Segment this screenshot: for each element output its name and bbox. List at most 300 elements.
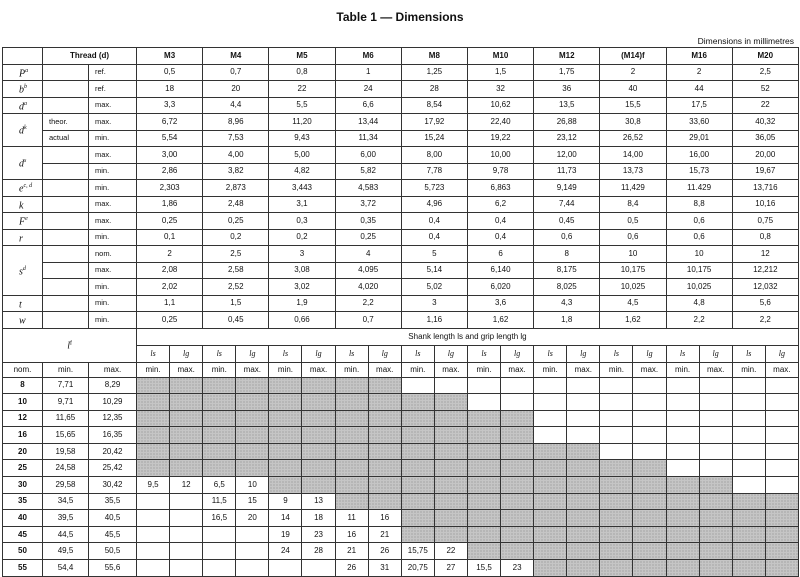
units-note: Dimensions in millimetres (697, 36, 794, 46)
dim-value: 5,02 (401, 279, 467, 296)
length-row (3, 543, 799, 560)
dim-value: 20,00 (732, 147, 798, 164)
dim-value: 3,72 (335, 196, 401, 213)
length-cell (302, 377, 335, 394)
dim-qualifier: min. (89, 279, 137, 296)
dim-value: 4,095 (335, 262, 401, 279)
dim-value: 4,82 (269, 163, 335, 180)
shank-grip-heading: Shank length ls and grip length lg (137, 328, 799, 345)
length-cell (633, 394, 666, 411)
length-cell: 11 (335, 510, 368, 527)
length-cell (567, 394, 600, 411)
length-cell (368, 427, 401, 444)
ls-label: ls (335, 345, 368, 362)
length-cell (633, 526, 666, 543)
length-cell (335, 377, 368, 394)
length-max: 35,5 (89, 493, 137, 510)
length-cell (467, 477, 500, 494)
lg-label: lg (236, 345, 269, 362)
length-cell (699, 427, 732, 444)
dim-value: 26,52 (600, 130, 666, 147)
length-cell (732, 460, 765, 477)
dim-value: 9,78 (467, 163, 533, 180)
dim-value: 8,00 (401, 147, 467, 164)
length-cell (567, 410, 600, 427)
length-cell (534, 410, 567, 427)
dim-value: 0,7 (203, 64, 269, 81)
lg-label: lg (699, 345, 732, 362)
dim-value: 1,75 (534, 64, 600, 81)
dim-value: 0,4 (467, 213, 533, 230)
length-cell (732, 443, 765, 460)
length-cell (368, 377, 401, 394)
length-cell (765, 394, 798, 411)
dim-value: 30,8 (600, 114, 666, 131)
length-cell (666, 510, 699, 527)
dim-subtype (43, 312, 89, 329)
dim-symbol: $e^{c, d}$ (3, 180, 43, 197)
ls-label: ls (666, 345, 699, 362)
dim-value: 44 (666, 81, 732, 98)
length-cell (236, 560, 269, 577)
length-cell: 11,5 (203, 493, 236, 510)
dim-row (3, 312, 799, 329)
dim-value: 0,8 (732, 229, 798, 246)
dim-value: 3,02 (269, 279, 335, 296)
length-cell (765, 526, 798, 543)
length-cell (501, 526, 534, 543)
dim-value: 5,54 (137, 130, 203, 147)
length-cell (269, 443, 302, 460)
dim-value: 10,62 (467, 97, 533, 114)
length-cell (236, 443, 269, 460)
thread-3: M6 (335, 48, 401, 65)
length-cell: 16 (368, 510, 401, 527)
length-cell (501, 443, 534, 460)
dim-value: 0,75 (732, 213, 798, 230)
dim-qualifier: ref. (89, 81, 137, 98)
dim-value: 10,025 (666, 279, 732, 296)
length-cell: 23 (302, 526, 335, 543)
length-cell (501, 410, 534, 427)
dim-value: 1,25 (401, 64, 467, 81)
dim-value: 0,25 (137, 312, 203, 329)
length-cell (302, 427, 335, 444)
dim-value: 9,149 (534, 180, 600, 197)
length-cell (467, 543, 500, 560)
dim-value: 3 (401, 295, 467, 312)
length-cell (534, 477, 567, 494)
length-cell (633, 460, 666, 477)
length-cell (434, 460, 467, 477)
length-cell (335, 394, 368, 411)
length-cell (699, 477, 732, 494)
dim-value: 5,6 (732, 295, 798, 312)
length-cell (666, 477, 699, 494)
length-cell (203, 394, 236, 411)
length-cell (534, 443, 567, 460)
length-cell (170, 560, 203, 577)
nom-label: nom. (3, 362, 43, 377)
length-cell (434, 410, 467, 427)
dim-value: 20 (203, 81, 269, 98)
length-nom: 16 (3, 427, 43, 444)
length-cell (732, 377, 765, 394)
length-cell (401, 410, 434, 427)
length-cell: 10 (236, 477, 269, 494)
dim-qualifier: max. (89, 97, 137, 114)
length-cell (170, 460, 203, 477)
length-cell (534, 526, 567, 543)
length-cell: 22 (434, 543, 467, 560)
length-cell (501, 460, 534, 477)
length-nom: 20 (3, 443, 43, 460)
length-cell (501, 394, 534, 411)
length-cell (137, 560, 170, 577)
length-cell (732, 543, 765, 560)
thread-header-row (3, 48, 799, 65)
length-cell (534, 510, 567, 527)
length-cell (666, 493, 699, 510)
dim-value: 40,32 (732, 114, 798, 131)
length-cell (236, 410, 269, 427)
dim-value: 2,2 (732, 312, 798, 329)
length-cell (633, 477, 666, 494)
dim-value: 10,025 (600, 279, 666, 296)
thread-0: M3 (137, 48, 203, 65)
length-cell (203, 443, 236, 460)
dim-value: 6,863 (467, 180, 533, 197)
length-cell (203, 460, 236, 477)
length-min: 54,4 (43, 560, 89, 577)
dim-value: 12,00 (534, 147, 600, 164)
lg-label: lg (501, 345, 534, 362)
dim-qualifier: min. (89, 312, 137, 329)
length-cell (699, 510, 732, 527)
length-cell: 9,5 (137, 477, 170, 494)
length-cell: 21 (335, 543, 368, 560)
dim-value: 24 (335, 81, 401, 98)
dim-value: 1,5 (467, 64, 533, 81)
dim-row (3, 180, 799, 197)
dim-value: 5,5 (269, 97, 335, 114)
length-cell (633, 427, 666, 444)
length-cell (732, 526, 765, 543)
length-cell (170, 526, 203, 543)
length-cell (534, 543, 567, 560)
dim-value: 6,6 (335, 97, 401, 114)
length-cell (170, 377, 203, 394)
length-cell: 28 (302, 543, 335, 560)
length-cell (269, 394, 302, 411)
dim-value: 23,12 (534, 130, 600, 147)
length-min: 29,58 (43, 477, 89, 494)
length-cell (633, 377, 666, 394)
length-cell (732, 394, 765, 411)
col-min-label: min. (467, 362, 500, 377)
dim-value: 14,00 (600, 147, 666, 164)
length-cell (600, 477, 633, 494)
lg-label: lg (434, 345, 467, 362)
length-cell (236, 526, 269, 543)
dim-value: 0,45 (203, 312, 269, 329)
dim-value: 0,5 (137, 64, 203, 81)
length-min: 34,5 (43, 493, 89, 510)
dim-value: 8,8 (666, 196, 732, 213)
length-cell (335, 493, 368, 510)
thread-label: Thread (d) (43, 48, 137, 65)
length-cell (203, 560, 236, 577)
length-cell: 20 (236, 510, 269, 527)
dim-subtype (43, 196, 89, 213)
length-cell: 16 (335, 526, 368, 543)
dim-qualifier: min. (89, 130, 137, 147)
dim-symbol: k (3, 196, 43, 213)
length-heading-row (3, 328, 799, 345)
length-cell (765, 543, 798, 560)
table-title: Table 1 — Dimensions (336, 10, 464, 24)
length-min: 39,5 (43, 510, 89, 527)
length-cell (732, 427, 765, 444)
length-max: 16,35 (89, 427, 137, 444)
dim-value: 12,032 (732, 279, 798, 296)
dim-row (3, 114, 799, 131)
dim-subtype (43, 147, 89, 164)
dim-row (3, 163, 799, 180)
dim-value: 19,22 (467, 130, 533, 147)
length-cell: 12 (170, 477, 203, 494)
dim-value: 2,873 (203, 180, 269, 197)
length-row (3, 493, 799, 510)
length-nom: 45 (3, 526, 43, 543)
length-cell (434, 510, 467, 527)
length-cell (765, 493, 798, 510)
length-cell (467, 410, 500, 427)
dim-subtype (43, 213, 89, 230)
col-max-label: max. (699, 362, 732, 377)
length-cell: 26 (335, 560, 368, 577)
dim-value: 10,16 (732, 196, 798, 213)
dim-qualifier: ref. (89, 64, 137, 81)
length-cell (666, 443, 699, 460)
length-cell: 21 (368, 526, 401, 543)
length-cell (137, 510, 170, 527)
dim-value: 36,05 (732, 130, 798, 147)
max-label: max. (89, 362, 137, 377)
dim-value: 33,60 (666, 114, 732, 131)
dim-value: 0,25 (203, 213, 269, 230)
dim-value: 17,92 (401, 114, 467, 131)
col-min-label: min. (335, 362, 368, 377)
dim-value: 1,5 (203, 295, 269, 312)
dim-qualifier: max. (89, 262, 137, 279)
thread-2: M5 (269, 48, 335, 65)
dim-row (3, 130, 799, 147)
lg-label: lg (765, 345, 798, 362)
length-cell (534, 427, 567, 444)
col-min-label: min. (269, 362, 302, 377)
dim-value: 2,52 (203, 279, 269, 296)
length-row (3, 443, 799, 460)
dim-value: 0,7 (335, 312, 401, 329)
dim-value: 11,20 (269, 114, 335, 131)
length-cell (302, 443, 335, 460)
length-cell (600, 543, 633, 560)
length-cell (368, 443, 401, 460)
length-cell (137, 526, 170, 543)
minmax-row (3, 362, 799, 377)
length-cell (534, 394, 567, 411)
length-cell (269, 427, 302, 444)
dim-value: 1,62 (467, 312, 533, 329)
dim-value: 0,35 (335, 213, 401, 230)
lg-label: lg (170, 345, 203, 362)
length-cell (699, 493, 732, 510)
dim-symbol: w (3, 312, 43, 329)
dim-value: 1,86 (137, 196, 203, 213)
col-max-label: max. (633, 362, 666, 377)
length-cell (600, 410, 633, 427)
dim-value: 3,00 (137, 147, 203, 164)
dim-value: 0,6 (600, 229, 666, 246)
length-cell (269, 410, 302, 427)
dim-subtype (43, 246, 89, 263)
dim-value: 2,86 (137, 163, 203, 180)
length-cell (335, 427, 368, 444)
col-min-label: min. (732, 362, 765, 377)
col-min-label: min. (534, 362, 567, 377)
length-cell (137, 394, 170, 411)
dim-value: 10 (600, 246, 666, 263)
col-min-label: min. (600, 362, 633, 377)
dim-value: 2 (600, 64, 666, 81)
col-min-label: min. (401, 362, 434, 377)
length-cell (368, 460, 401, 477)
length-cell (534, 460, 567, 477)
length-nom: 8 (3, 377, 43, 394)
length-cell (567, 460, 600, 477)
dim-value: 0,25 (137, 213, 203, 230)
length-cell (666, 410, 699, 427)
dim-qualifier: max. (89, 213, 137, 230)
length-cell (335, 477, 368, 494)
dim-value: 4,4 (203, 97, 269, 114)
dim-value: 22 (269, 81, 335, 98)
dim-symbol: $b^b$ (3, 81, 43, 98)
length-cell (137, 427, 170, 444)
length-cell (137, 443, 170, 460)
dim-subtype (43, 295, 89, 312)
length-min: 11,65 (43, 410, 89, 427)
dim-subtype (43, 229, 89, 246)
length-cell (302, 560, 335, 577)
length-cell (203, 410, 236, 427)
dim-value: 10,00 (467, 147, 533, 164)
length-max: 50,5 (89, 543, 137, 560)
dim-value: 2,02 (137, 279, 203, 296)
length-cell (269, 460, 302, 477)
length-cell (137, 377, 170, 394)
thread-4: M8 (401, 48, 467, 65)
dim-value: 6,2 (467, 196, 533, 213)
dim-subtype (43, 279, 89, 296)
dim-qualifier: max. (89, 147, 137, 164)
dim-value: 22,40 (467, 114, 533, 131)
length-cell: 23 (501, 560, 534, 577)
dim-value: 0,8 (269, 64, 335, 81)
dim-row (3, 81, 799, 98)
dim-symbol: $d^a$ (3, 97, 43, 114)
thread-6: M12 (534, 48, 600, 65)
length-row (3, 526, 799, 543)
length-cell: 15,5 (467, 560, 500, 577)
dim-symbol: $P^a$ (3, 64, 43, 81)
length-nom: 25 (3, 460, 43, 477)
length-cell (765, 460, 798, 477)
dim-value: 0,2 (269, 229, 335, 246)
dim-qualifier: min. (89, 229, 137, 246)
length-cell (203, 427, 236, 444)
length-row (3, 477, 799, 494)
ls-label: ls (732, 345, 765, 362)
length-cell (567, 443, 600, 460)
length-cell: 9 (269, 493, 302, 510)
length-cell (699, 377, 732, 394)
ls-label: ls (137, 345, 170, 362)
l-label: $l^f$ (3, 328, 137, 362)
length-cell (765, 427, 798, 444)
dim-value: 0,5 (600, 213, 666, 230)
length-cell (666, 460, 699, 477)
length-cell (567, 526, 600, 543)
dim-value: 8,96 (203, 114, 269, 131)
length-cell (401, 460, 434, 477)
dim-value: 2 (137, 246, 203, 263)
length-cell (368, 394, 401, 411)
dim-value: 2,2 (335, 295, 401, 312)
length-cell (236, 427, 269, 444)
length-cell (368, 477, 401, 494)
dim-value: 4,583 (335, 180, 401, 197)
lg-label: lg (302, 345, 335, 362)
length-cell (765, 510, 798, 527)
length-cell: 19 (269, 526, 302, 543)
length-nom: 40 (3, 510, 43, 527)
length-cell (600, 427, 633, 444)
length-cell (633, 543, 666, 560)
dim-value: 2,5 (732, 64, 798, 81)
length-cell (137, 410, 170, 427)
dim-value: 8 (534, 246, 600, 263)
length-cell (401, 477, 434, 494)
dim-value: 0,3 (269, 213, 335, 230)
length-cell (434, 394, 467, 411)
length-min: 49,5 (43, 543, 89, 560)
length-cell (501, 427, 534, 444)
dim-value: 2,2 (666, 312, 732, 329)
col-max-label: max. (236, 362, 269, 377)
length-cell (633, 510, 666, 527)
dim-value: 10,175 (666, 262, 732, 279)
dim-value: 3,82 (203, 163, 269, 180)
dim-subtype (43, 64, 89, 81)
length-cell (633, 493, 666, 510)
length-cell: 31 (368, 560, 401, 577)
length-cell (170, 427, 203, 444)
length-cell (236, 543, 269, 560)
dim-value: 12 (732, 246, 798, 263)
length-nom: 50 (3, 543, 43, 560)
